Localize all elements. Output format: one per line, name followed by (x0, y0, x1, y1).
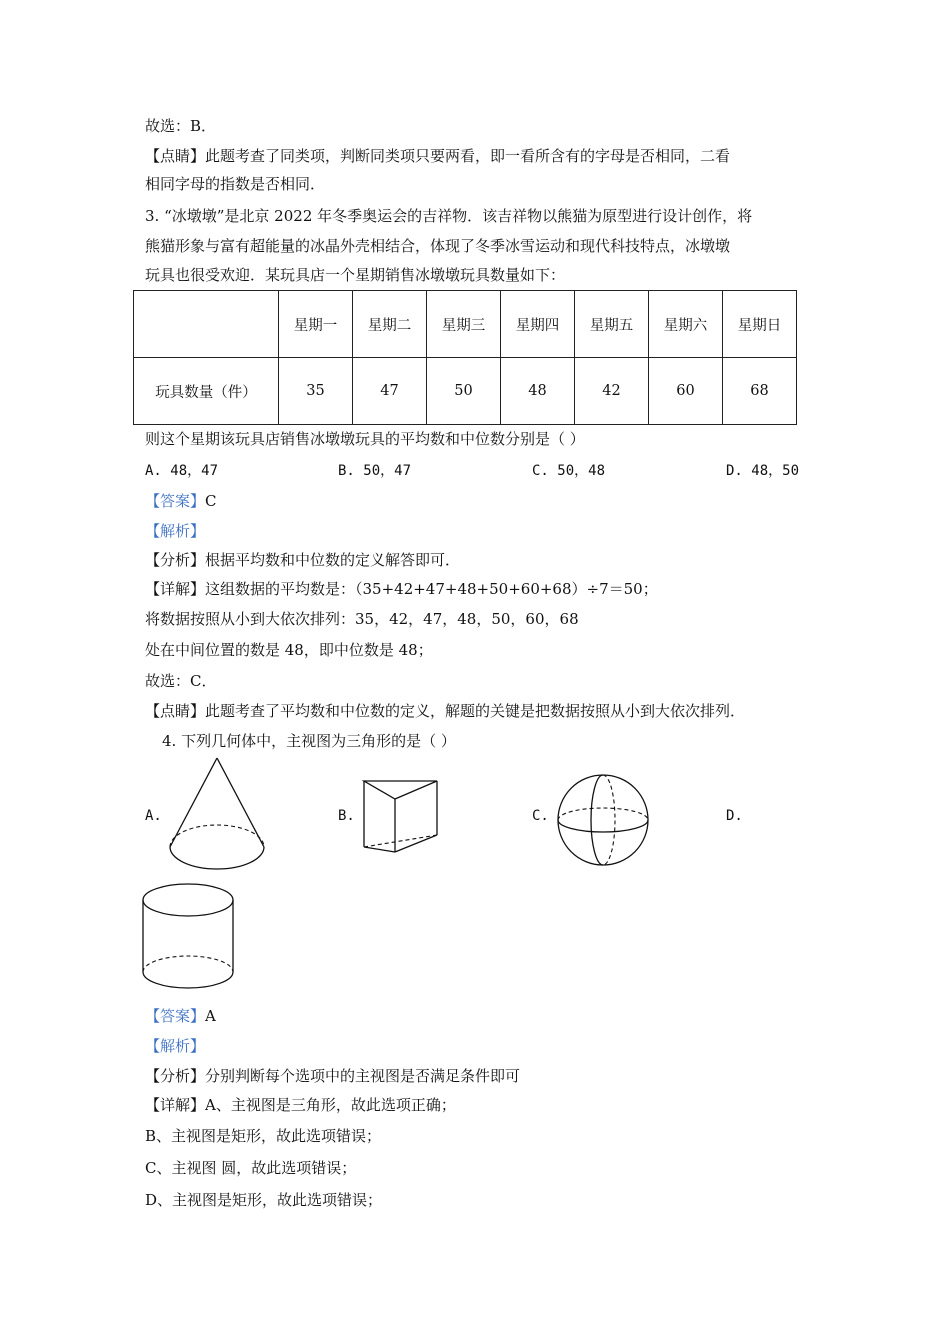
text-line: 玩具也很受欢迎．某玩具店一个星期销售冰墩墩玩具数量如下： (145, 266, 566, 284)
detail-line: B、主视图是矩形，故此选项错误； (145, 1127, 382, 1145)
table-cell: 60 (649, 358, 723, 425)
detail-line: 【详解】A、主视图是三角形，故此选项正确； (145, 1096, 456, 1114)
detail-line: D、主视图是矩形，故此选项错误； (145, 1191, 383, 1209)
analysis-line: 【分析】根据平均数和中位数的定义解答即可． (145, 551, 461, 569)
option-b: B. 50，47 (338, 463, 412, 479)
table-header-cell: 星期四 (501, 291, 575, 358)
question-3-stem: 则这个星期该玩具店销售冰墩墩玩具的平均数和中位数分别是（ ） (145, 430, 585, 448)
text-line: 【点睛】此题考查了同类项，判断同类项只要两看，即一看所含有的字母是否相同，二看 (145, 147, 731, 165)
table-cell: 42 (575, 358, 649, 425)
answer-tag: 【答案】 (145, 1007, 206, 1025)
table-row-label: 玩具数量（件） (134, 358, 279, 425)
text-line: 相同字母的指数是否相同． (145, 175, 326, 193)
table-cell (134, 291, 279, 358)
answer-tag: 【答案】 (145, 492, 206, 510)
answer-line (145, 491, 217, 511)
analysis-tag: 【解析】 (145, 522, 206, 540)
table-header-cell: 星期五 (575, 291, 649, 358)
figure-label-c: C. (532, 808, 549, 824)
table-row (134, 358, 797, 425)
figure-label-b: B. (338, 808, 355, 824)
option-a: A. 48，47 (145, 463, 219, 479)
detail-line: 处在中间位置的数是 48，即中位数是 48； (145, 641, 433, 659)
text-line: 熊猫形象与富有超能量的冰晶外壳相结合，体现了冬季冰雪运动和现代科技特点，冰墩墩 (145, 237, 731, 255)
cylinder-figure (140, 880, 240, 1000)
table-cell: 68 (723, 358, 797, 425)
option-c: C. 50，48 (532, 463, 606, 479)
detail-line: 故选：C． (145, 672, 217, 690)
detail-line: 【详解】这组数据的平均数是：（35+42+47+48+50+60+68）÷7＝50； (145, 580, 658, 598)
analysis-line: 【分析】分别判断每个选项中的主视图是否满足条件即可 (145, 1067, 521, 1085)
table-header-row (134, 291, 797, 358)
table-header-cell: 星期三 (427, 291, 501, 358)
table-header-cell: 星期日 (723, 291, 797, 358)
table-header-cell: 星期六 (649, 291, 723, 358)
analysis-tag: 【解析】 (145, 1037, 206, 1055)
text-line: 故选：B． (145, 117, 217, 135)
question-3-text: 3. “冰墩墩”是北京 2022 年冬季奥运会的吉祥物．该吉祥物以熊猫为原型进行设计创作，将 (145, 207, 753, 225)
table-cell: 35 (279, 358, 353, 425)
figure-label-a: A. (145, 808, 162, 824)
cone-figure (160, 755, 280, 875)
question-4-stem: 4. 下列几何体中，主视图为三角形的是（ ） (162, 732, 456, 750)
option-d: D. 48，50 (726, 463, 800, 479)
detail-line: C、主视图 圆，故此选项错误； (145, 1159, 357, 1177)
table-cell: 50 (427, 358, 501, 425)
sales-table (133, 290, 797, 425)
answer-line (145, 1006, 216, 1026)
answer-value: A (205, 1007, 216, 1025)
figure-label-d: D. (726, 808, 743, 824)
table-cell: 48 (501, 358, 575, 425)
table-header-cell: 星期二 (353, 291, 427, 358)
prism-figure (360, 777, 460, 867)
detail-line: 将数据按照从小到大依次排列：35，42，47，48，50，60，68 (145, 610, 579, 628)
sphere-figure (555, 773, 655, 873)
table-header-cell: 星期一 (279, 291, 353, 358)
comment-line: 【点睛】此题考查了平均数和中位数的定义，解题的关键是把数据按照从小到大依次排列． (145, 702, 746, 720)
table-cell: 47 (353, 358, 427, 425)
answer-value: C (205, 492, 217, 510)
